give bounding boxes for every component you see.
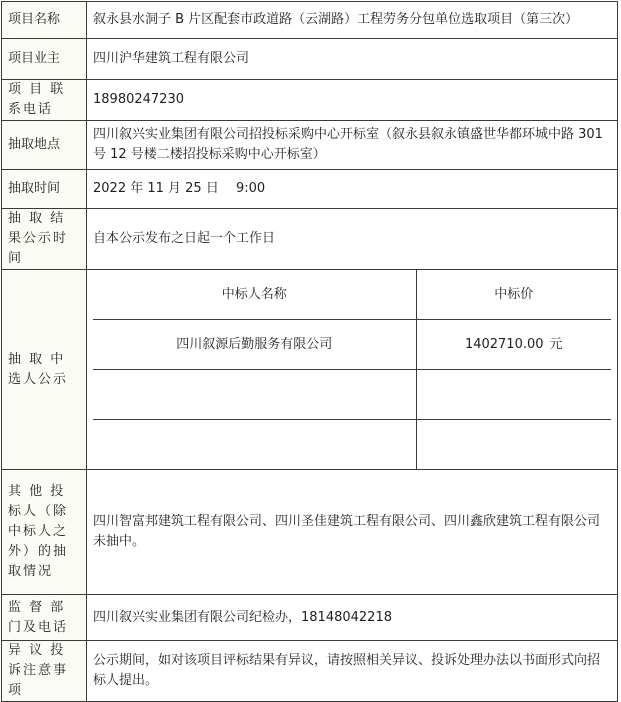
row-result-period xyxy=(2,209,618,270)
announcement-table xyxy=(1,1,618,702)
winner-col-price: 中标价 xyxy=(416,270,611,320)
winner-empty-row xyxy=(93,370,611,420)
winner-empty-price xyxy=(416,420,611,470)
row-contact xyxy=(2,80,618,121)
winner-price: 1402710.00 xyxy=(464,336,544,352)
winner-row xyxy=(93,320,611,370)
supervision-value: 四川叙兴实业集团有限公司纪检办，18148042218 xyxy=(87,595,618,641)
owner-value: 四川沪华建筑工程有限公司 xyxy=(87,39,618,80)
winner-empty-name xyxy=(93,370,416,420)
winner-label: 抽 取 中 选人公示 xyxy=(2,270,87,470)
project-name-value: 叙永县水洞子 B 片区配套市政道路（云湖路）工程劳务分包单位选取项目（第三次） xyxy=(87,2,618,39)
objection-value: 公示期间，如对该项目评标结果有异议，请按照相关异议、投诉处理办法以书面形式向招标人提出。 xyxy=(87,641,618,702)
row-project-name xyxy=(2,2,618,39)
winner-price-unit: 元 xyxy=(549,336,563,352)
winner-empty-name xyxy=(93,420,416,470)
row-others xyxy=(2,470,618,595)
contact-phone: 18980247230 xyxy=(87,80,618,121)
winner-col-name: 中标人名称 xyxy=(93,270,416,320)
winner-table xyxy=(93,270,611,469)
result-period-label: 抽 取 结 果公示时间 xyxy=(2,209,87,270)
owner-label: 项目业主 xyxy=(2,39,87,80)
row-location xyxy=(2,121,618,170)
contact-label: 项 目 联 系电话 xyxy=(2,80,87,121)
location-label: 抽取地点 xyxy=(2,121,87,170)
result-period-value: 自本公示发布之日起一个工作日 xyxy=(87,209,618,270)
winner-price-cell xyxy=(416,320,611,370)
others-value: 四川智富邦建筑工程有限公司、四川圣佳建筑工程有限公司、四川鑫欣建筑工程有限公司未抽中。 xyxy=(87,470,618,595)
others-label: 其 他 投 标人（除中标人之外）的抽取情况 xyxy=(2,470,87,595)
row-time xyxy=(2,170,618,209)
time-label: 抽取时间 xyxy=(2,170,87,209)
time-value: 2022 年 11 月 25 日 9:00 xyxy=(87,170,618,209)
winner-table-cell xyxy=(87,270,618,470)
row-owner xyxy=(2,39,618,80)
winner-empty-row xyxy=(93,420,611,470)
objection-label: 异 议 投 诉注意事项 xyxy=(2,641,87,702)
winner-empty-price xyxy=(416,370,611,420)
row-objection xyxy=(2,641,618,702)
supervision-label: 监 督 部 门及电话 xyxy=(2,595,87,641)
project-name-label: 项目名称 xyxy=(2,2,87,39)
location-value: 四川叙兴实业集团有限公司招投标采购中心开标室（叙永县叙永镇盛世华都环城中路 301 号 12 号楼二楼招投标采购中心开标室） xyxy=(87,121,618,170)
row-supervision xyxy=(2,595,618,641)
row-winner xyxy=(2,270,618,470)
winner-name: 四川叙源后勤服务有限公司 xyxy=(93,320,416,370)
winner-header-row xyxy=(93,270,611,320)
